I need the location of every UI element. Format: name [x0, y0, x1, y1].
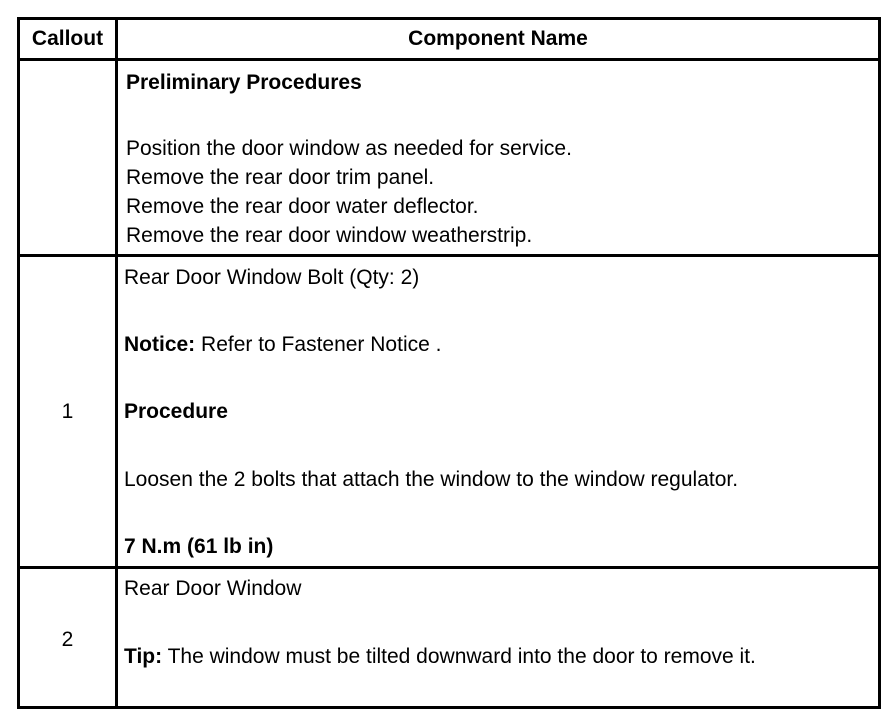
row-divider	[20, 254, 878, 257]
notice-label: Notice:	[124, 333, 196, 356]
notice-line	[124, 333, 441, 357]
header-callout: Callout	[31, 27, 104, 50]
preliminary-step: Remove the rear door water deflector.	[126, 195, 479, 218]
torque-spec: 7 N.m (61 lb in)	[124, 535, 274, 558]
procedure-table	[17, 17, 881, 709]
callout-number: 1	[61, 400, 74, 423]
tip-label: Tip:	[124, 645, 163, 668]
preliminary-step: Remove the rear door window weatherstrip.	[126, 224, 533, 247]
preliminary-title: Preliminary Procedures	[126, 71, 362, 94]
header-divider	[20, 58, 878, 61]
component-name: Rear Door Window Bolt (Qty: 2)	[124, 266, 420, 289]
header-component-name: Component Name	[408, 27, 588, 50]
callout-number: 2	[61, 628, 74, 651]
preliminary-step: Position the door window as needed for service.	[126, 137, 572, 160]
preliminary-step: Remove the rear door trim panel.	[126, 166, 435, 189]
column-divider	[115, 20, 118, 706]
procedure-text: Loosen the 2 bolts that attach the window to the window regulator.	[124, 468, 739, 491]
row-divider	[20, 566, 878, 569]
tip-text: The window must be tilted downward into the door to remove it.	[162, 645, 756, 668]
notice-text: Refer to Fastener Notice .	[195, 333, 442, 356]
tip-line	[124, 645, 756, 669]
procedure-heading: Procedure	[124, 400, 228, 423]
component-name: Rear Door Window	[124, 577, 302, 600]
